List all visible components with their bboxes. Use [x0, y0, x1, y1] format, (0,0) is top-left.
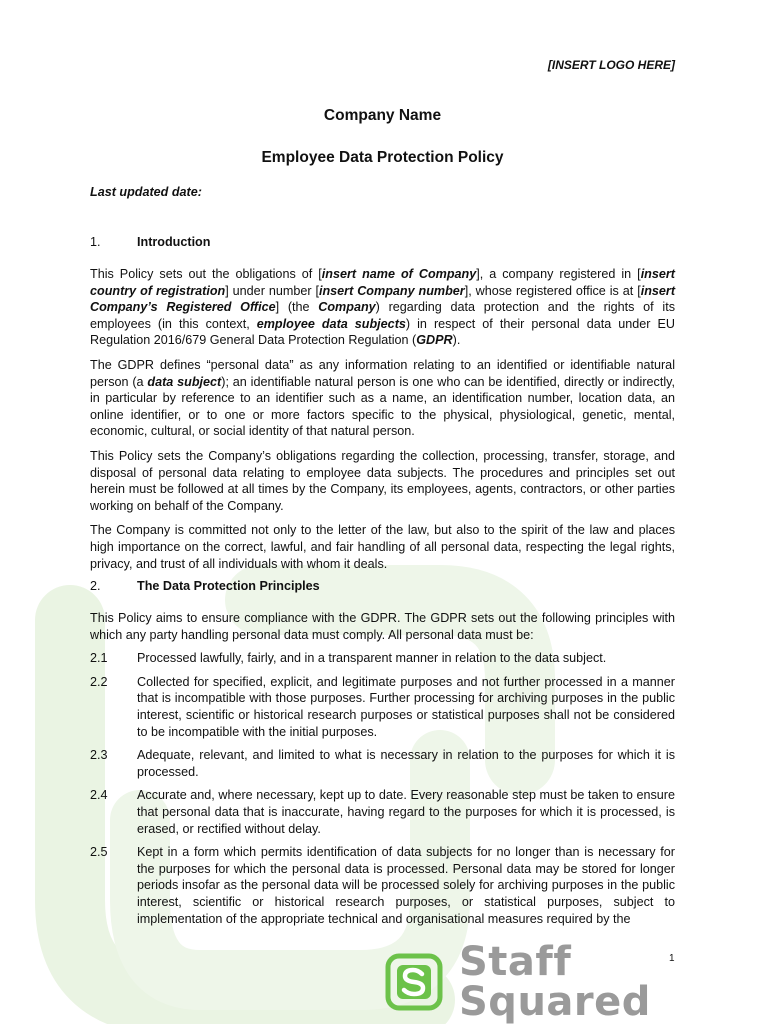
- placeholder-company-name: insert name of Company: [321, 267, 477, 281]
- logo-placeholder: [INSERT LOGO HERE]: [547, 58, 675, 72]
- defined-term-gdpr: GDPR: [416, 333, 453, 348]
- section-heading-introduction: [90, 234, 675, 251]
- defined-term-data-subject: data subject: [147, 374, 222, 389]
- staff-squared-logo-icon: [385, 953, 443, 1011]
- policy-title: Employee Data Protection Policy: [261, 149, 504, 166]
- introduction-paragraph-3: This Policy sets the Company’s obligations regarding the collection, processing, transfer, storage, and disposal of personal data relating to employee data subjects. The procedures and principles set out herein must be followed at all times by the Company, its employees, agents, contractors, or other parties working on behalf of the Company.: [90, 448, 675, 513]
- introduction-paragraph-1: This Policy sets out the obligations of [insert name of Company], a company registered in [insert country of registration] under number [insert Company number], whose registered office is at [insert Company’s Registered Office] (the Company) regarding data protection and the rights of its employees (in this context, employee data subjects) in respect of their personal data under EU Regulation 2016/679 General Data Protection Regulation (GDPR).: [90, 267, 676, 348]
- principles-intro: This Policy aims to ensure compliance with the GDPR. The GDPR sets out the following principles with which any party handling personal data must comply. All personal data must be:: [90, 611, 675, 642]
- section-title: Introduction: [137, 235, 211, 249]
- staff-squared-brand: [385, 939, 755, 1024]
- placeholder-registered-office: insert Company’s Registered Office: [90, 283, 676, 315]
- defined-term-employee-data-subjects: employee data subjects: [256, 316, 406, 331]
- placeholder-country: insert country of registration: [90, 267, 675, 298]
- principle-item: 2.3 Adequate, relevant, and limited to what is necessary in relation to the purposes for which it is processed.: [90, 748, 675, 779]
- section-heading-principles: [90, 578, 675, 595]
- last-updated-label: Last updated date:: [90, 185, 202, 199]
- section-title: The Data Protection Principles: [137, 579, 320, 594]
- page-number: 1: [669, 953, 675, 964]
- principle-item: 2.4 Accurate and, where necessary, kept up to date. Every reasonable step must be taken to ensure that personal data that is inaccurate, having regard to the purposes for which it is processed, is erased, or rectified without delay.: [90, 788, 675, 836]
- section-number: 1.: [90, 235, 101, 249]
- policy-text: [90, 234, 675, 934]
- principle-item: 2.5 Kept in a form which permits identification of data subjects for no longer than is necessary for the purposes for which the personal data is processed. Personal data may be stored for longer periods insofar as the personal data will be processed solely for archiving purposes in the public interest, scientific or historical research purposes, or statistical purposes, subject to implementation of the appropriate technical and organisational measures required by the: [90, 845, 675, 926]
- introduction-paragraph-4: The Company is committed not only to the letter of the law, but also to the spirit of the law and places high importance on the correct, lawful, and fair handling of all personal data, respecting the legal rights, privacy, and trust of all individuals with whom it deals.: [90, 523, 675, 571]
- principle-item: 2.1 Processed lawfully, fairly, and in a transparent manner in relation to the data subject.: [90, 651, 607, 666]
- defined-term-company: Company: [318, 300, 376, 315]
- brand-name: Staff Squared: [459, 939, 651, 1024]
- company-name: Company Name: [323, 107, 442, 124]
- principle-item: 2.2 Collected for specified, explicit, and legitimate purposes and not further processed in a manner that is incompatible with those purposes. Further processing for archiving purposes in the public interest, scientific or historical research purposes or statistical purposes shall not be considered to be incompatible with the initial purposes.: [90, 674, 675, 739]
- section-number: 2.: [90, 579, 101, 594]
- introduction-paragraph-2: The GDPR defines “personal data” as any information relating to an identified or identifiable natural person (a data subject); an identifiable natural person is one who can be identified, directly or indirectly, in particular by reference to an identifier such as a name, an identification number, location data, an online identifier, or to one or more factors specific to the physical, physiological, genetic, mental, economic, cultural, or social identity of that natural person.: [90, 357, 676, 439]
- placeholder-company-number: insert Company number: [318, 283, 465, 298]
